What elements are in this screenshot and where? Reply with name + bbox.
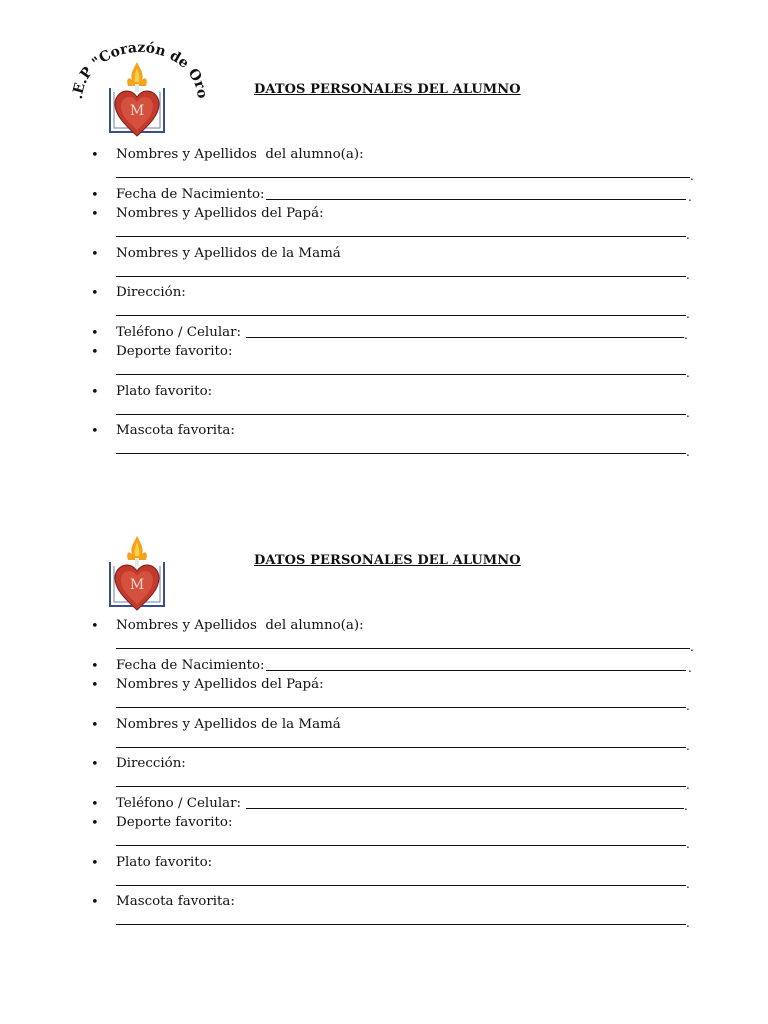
field-label: Dirección: (116, 756, 186, 771)
field-label: Nombres y Apellidos de la Mamá (116, 245, 341, 261)
father-name-blank[interactable] (116, 236, 686, 237)
favorite-dish-blank[interactable] (116, 885, 686, 886)
sacred-heart-logo-icon (106, 532, 168, 614)
sacred-heart-logo-icon (106, 58, 168, 140)
form-title: DATOS PERSONALES DEL ALUMNO (254, 82, 521, 97)
phone-blank[interactable] (246, 337, 684, 338)
field-label: Deporte favorito: (116, 815, 233, 830)
favorite-pet-blank[interactable] (116, 453, 686, 454)
bullet: • (91, 325, 99, 341)
bullet: • (91, 187, 99, 203)
field-label: Nombres y Apellidos de la Mamá (116, 716, 341, 732)
school-name: I.E.P "Corazón de Oro" (66, 26, 211, 100)
form-top (0, 0, 768, 470)
student-name-blank[interactable] (116, 177, 690, 178)
line-end: . (686, 837, 690, 851)
bullet: • (91, 384, 99, 400)
bullet: • (91, 345, 99, 360)
svg-text:M: M (129, 577, 145, 593)
field-label: Fecha de Nacimiento: (116, 186, 265, 202)
field-label: Teléfono / Celular: (116, 324, 242, 340)
birth-date-blank[interactable] (266, 670, 686, 671)
bullet: • (91, 658, 99, 674)
bullet: • (91, 757, 99, 772)
field-label: Teléfono / Celular: (116, 795, 242, 811)
address-blank[interactable] (116, 315, 686, 316)
form-bottom (0, 470, 768, 950)
svg-text:M: M (129, 103, 145, 119)
favorite-dish-blank[interactable] (116, 414, 686, 415)
field-label: Deporte favorito: (116, 344, 233, 359)
mother-name-blank[interactable] (116, 747, 686, 748)
line-end: . (688, 660, 692, 675)
birth-date-blank[interactable] (266, 199, 686, 200)
line-end: . (686, 445, 690, 459)
bullet: • (91, 717, 99, 733)
line-end: . (684, 327, 688, 342)
line-end: . (686, 228, 690, 242)
line-end: . (690, 640, 694, 654)
field-label: Fecha de Nacimiento: (116, 657, 265, 673)
form-title: DATOS PERSONALES DEL ALUMNO (254, 553, 521, 568)
field-label: Nombres y Apellidos del alumno(a): (116, 147, 364, 162)
line-end: . (686, 778, 690, 792)
bullet: • (91, 895, 99, 910)
line-end: . (686, 916, 690, 930)
field-label: Nombres y Apellidos del alumno(a): (116, 618, 364, 633)
field-label: Plato favorito: (116, 383, 213, 399)
bullet: • (91, 207, 99, 222)
bullet: • (91, 148, 99, 163)
field-label: Plato favorito: (116, 854, 213, 870)
line-end: . (686, 738, 690, 753)
field-label: Nombres y Apellidos del Papá: (116, 677, 324, 692)
field-label: Mascota favorita: (116, 894, 235, 909)
father-name-blank[interactable] (116, 707, 686, 708)
mother-name-blank[interactable] (116, 276, 686, 277)
line-end: . (686, 405, 690, 420)
bullet: • (91, 286, 99, 301)
line-end: . (684, 798, 688, 813)
line-end: . (686, 876, 690, 891)
bullet: • (91, 424, 99, 439)
bullet: • (91, 855, 99, 871)
favorite-sport-blank[interactable] (116, 845, 686, 846)
favorite-sport-blank[interactable] (116, 374, 686, 375)
field-label: Nombres y Apellidos del Papá: (116, 206, 324, 221)
line-end: . (686, 699, 690, 713)
address-blank[interactable] (116, 786, 686, 787)
line-end: . (686, 307, 690, 321)
phone-blank[interactable] (246, 808, 684, 809)
bullet: • (91, 678, 99, 693)
line-end: . (686, 267, 690, 282)
bullet: • (91, 816, 99, 831)
field-label: Dirección: (116, 285, 186, 300)
bullet: • (91, 246, 99, 262)
bullet: • (91, 796, 99, 812)
line-end: . (690, 169, 694, 183)
field-label: Mascota favorita: (116, 423, 235, 438)
line-end: . (686, 366, 690, 380)
bullet: • (91, 619, 99, 634)
student-name-blank[interactable] (116, 648, 690, 649)
favorite-pet-blank[interactable] (116, 924, 686, 925)
line-end: . (688, 189, 692, 204)
